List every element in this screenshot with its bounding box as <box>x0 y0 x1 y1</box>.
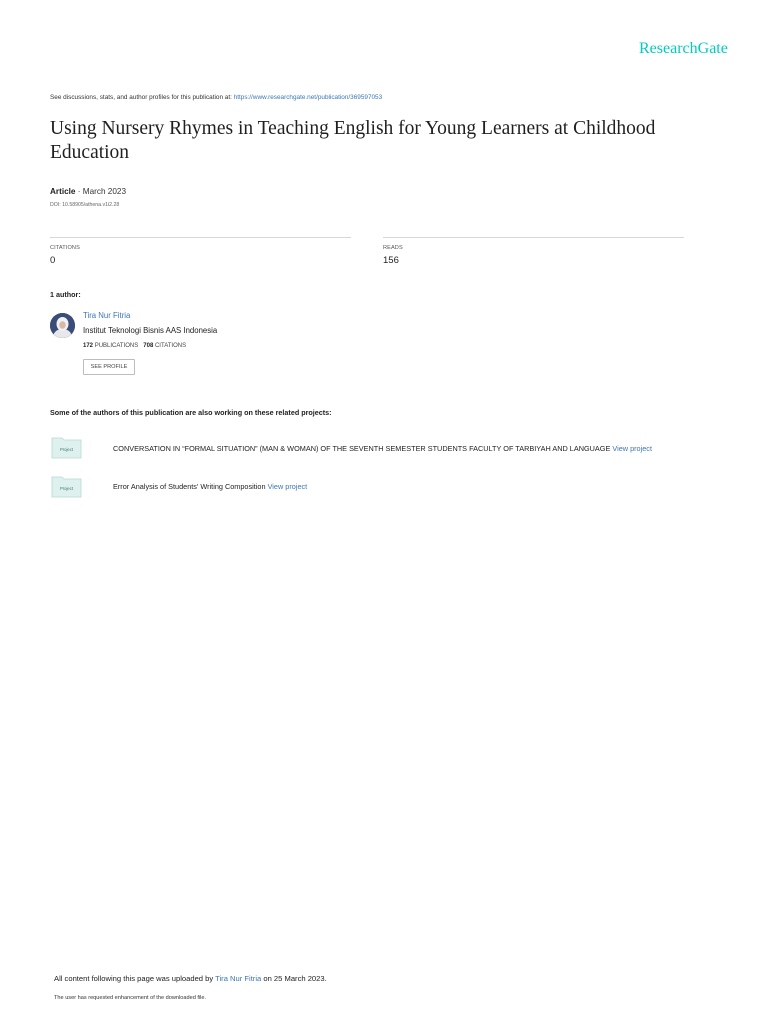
publication-date: March 2023 <box>82 187 127 196</box>
avatar-image <box>50 313 75 338</box>
reads-label: READS <box>383 245 403 251</box>
author-stats <box>83 343 186 349</box>
project-icon-label: Project <box>59 447 74 452</box>
author-citations-count: 708 <box>143 343 154 349</box>
author-publications-label: PUBLICATIONS <box>94 343 139 349</box>
project-folder-icon <box>51 474 82 498</box>
author-citations-label: CITATIONS <box>154 343 187 349</box>
citations-label: CITATIONS <box>50 245 80 251</box>
related-projects-heading: Some of the authors of this publication are also working on these related projects: <box>50 408 332 417</box>
see-profile-button[interactable]: SEE PROFILE <box>83 359 135 375</box>
project-item <box>113 444 652 453</box>
publication-meta <box>50 187 126 196</box>
author-publications-count: 172 <box>83 343 94 349</box>
meta-separator: · <box>75 187 83 196</box>
publication-url-link[interactable]: https://www.researchgate.net/publication/369597053 <box>233 94 383 101</box>
project-item <box>113 482 307 491</box>
author-avatar[interactable] <box>50 313 75 338</box>
authors-heading: 1 author: <box>50 290 81 299</box>
publication-title: Using Nursery Rhymes in Teaching English for Young Learners at Childhood Education <box>50 118 656 163</box>
upload-prefix: All content following this page was uploaded by <box>54 974 216 983</box>
author-name-link[interactable]: Tira Nur Fitria <box>83 311 131 320</box>
reads-divider <box>383 237 684 238</box>
project-folder-icon <box>51 435 82 459</box>
discussion-line <box>50 94 382 101</box>
author-institution: Institut Teknologi Bisnis AAS Indonesia <box>83 326 218 335</box>
citations-divider <box>50 237 351 238</box>
discussion-prefix: See discussions, stats, and author profiles for this publication at: <box>50 94 234 101</box>
upload-notice <box>54 974 327 983</box>
view-project-link[interactable]: View project <box>267 482 308 491</box>
upload-suffix: on 25 March 2023. <box>261 974 327 983</box>
project-icon-label: Project <box>59 486 74 491</box>
enhancement-note: The user has requested enhancement of the downloaded file. <box>54 995 207 1001</box>
project-title: Error Analysis of Students' Writing Composition <box>113 482 266 491</box>
citations-value: 0 <box>50 255 56 266</box>
uploader-link[interactable]: Tira Nur Fitria <box>215 974 262 983</box>
view-project-link[interactable]: View project <box>612 444 652 453</box>
reads-value: 156 <box>383 255 399 266</box>
project-icon[interactable] <box>51 474 82 498</box>
researchgate-logo[interactable]: ResearchGate <box>639 40 728 57</box>
publication-doi: DOI: 10.58905/athena.v1i2.28 <box>50 202 120 208</box>
publication-type: Article <box>50 187 76 196</box>
project-title: CONVERSATION IN “FORMAL SITUATION” (MAN & WOMAN) OF THE SEVENTH SEMESTER STUDENTS FACULTY OF TARBIYAH AND LANGUAGE <box>113 444 611 453</box>
project-icon[interactable] <box>51 435 82 459</box>
